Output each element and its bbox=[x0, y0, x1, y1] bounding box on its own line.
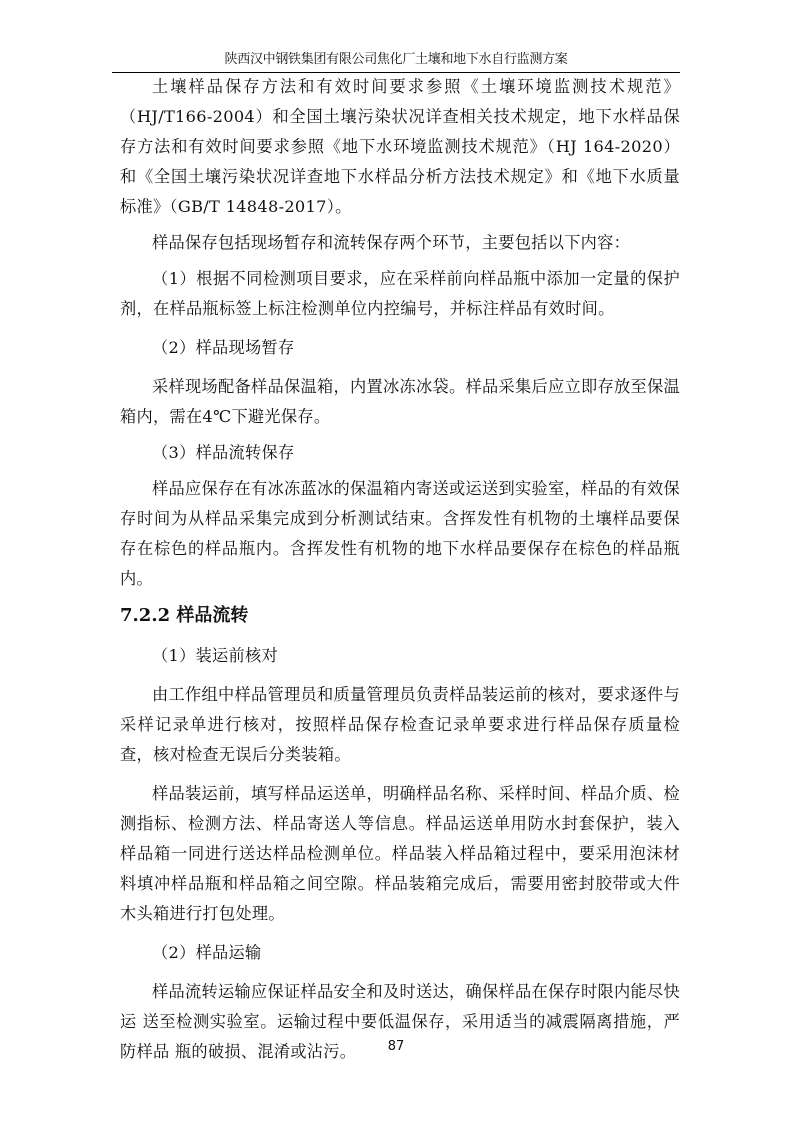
paragraph-pre-shipment-check: 由工作组中样品管理员和质量管理员负责样品装运前的核对，要求逐件与采样记录单进行核对，按照样品保存检查记录单要求进行样品保存质量检查，核对检查无误后分类装箱。 bbox=[120, 685, 680, 764]
paragraph-shipment-form: 样品装运前，填写样品运送单，明确样品名称、采样时间、样品介质、检测指标、检测方法、样品寄送人等信息。样品运送单用防水封套保护，装入样品箱一同进行送达样品检测单位。样品装入样品箱过程中，要采用泡沫材料填冲样品瓶和样品箱之间空隙。样品装箱完成后，需要用密封胶带或大件木头箱进行打包处理。 bbox=[120, 784, 680, 923]
document-body bbox=[120, 72, 680, 1067]
subheading-pre-shipment-check: （1）装运前核对 bbox=[152, 646, 279, 665]
section-heading-sample-transfer: 7.2.2 样品流转 bbox=[120, 605, 249, 626]
paragraph-onsite-storage: 采样现场配备样品保温箱，内置冰冻冰袋。样品采集后应立即存放至保温箱内，需在4℃下避光保存。 bbox=[120, 377, 680, 426]
paragraph-item-1: （1）根据不同检测项目要求，应在采样前向样品瓶中添加一定量的保护剂，在样品瓶标签上标注检测单位内控编号，并标注样品有效时间。 bbox=[120, 269, 680, 318]
subheading-transfer-storage: （3）样品流转保存 bbox=[152, 443, 295, 462]
page-header: 陕西汉中钢铁集团有限公司焦化厂土壤和地下水自行监测方案 bbox=[112, 48, 680, 73]
subheading-onsite-storage: （2）样品现场暂存 bbox=[152, 338, 295, 357]
paragraph-transfer-storage: 样品应保存在有冰冻蓝冰的保温箱内寄送或运送到实验室，样品的有效保存时间为从样品采集完成到分析测试结束。含挥发性有机物的土壤样品要保存在棕色的样品瓶内。含挥发性有机物的地下水样品要保存在棕色的样品瓶内。 bbox=[120, 479, 680, 588]
subheading-sample-transport: （2）样品运输 bbox=[152, 943, 262, 962]
paragraph-storage-intro: 样品保存包括现场暂存和流转保存两个环节，主要包括以下内容： bbox=[152, 233, 631, 252]
paragraph-storage-standards: 土壤样品保存方法和有效时间要求参照《土壤环境监测技术规范》（HJ/T166-2004）和全国土壤污染状况详查相关技术规定，地下水样品保存方法和有效时间要求参照《地下水环境监测技术规范》（HJ 164-2020）和《全国土壤污染状况详查地下水样品分析方法技术规定》和《地下水质量标准》（GB/T 14848-2017）。 bbox=[120, 77, 680, 216]
paragraph-sample-transport: 样品流转运输应保证样品安全和及时送达，确保样品在保存时限内能尽快运 送至检测实验室。运输过程中要低温保存，采用适当的减震隔离措施，严防样品 瓶的破损、混淆或沾污。 bbox=[120, 982, 680, 1061]
page-number: 87 bbox=[387, 1039, 405, 1054]
